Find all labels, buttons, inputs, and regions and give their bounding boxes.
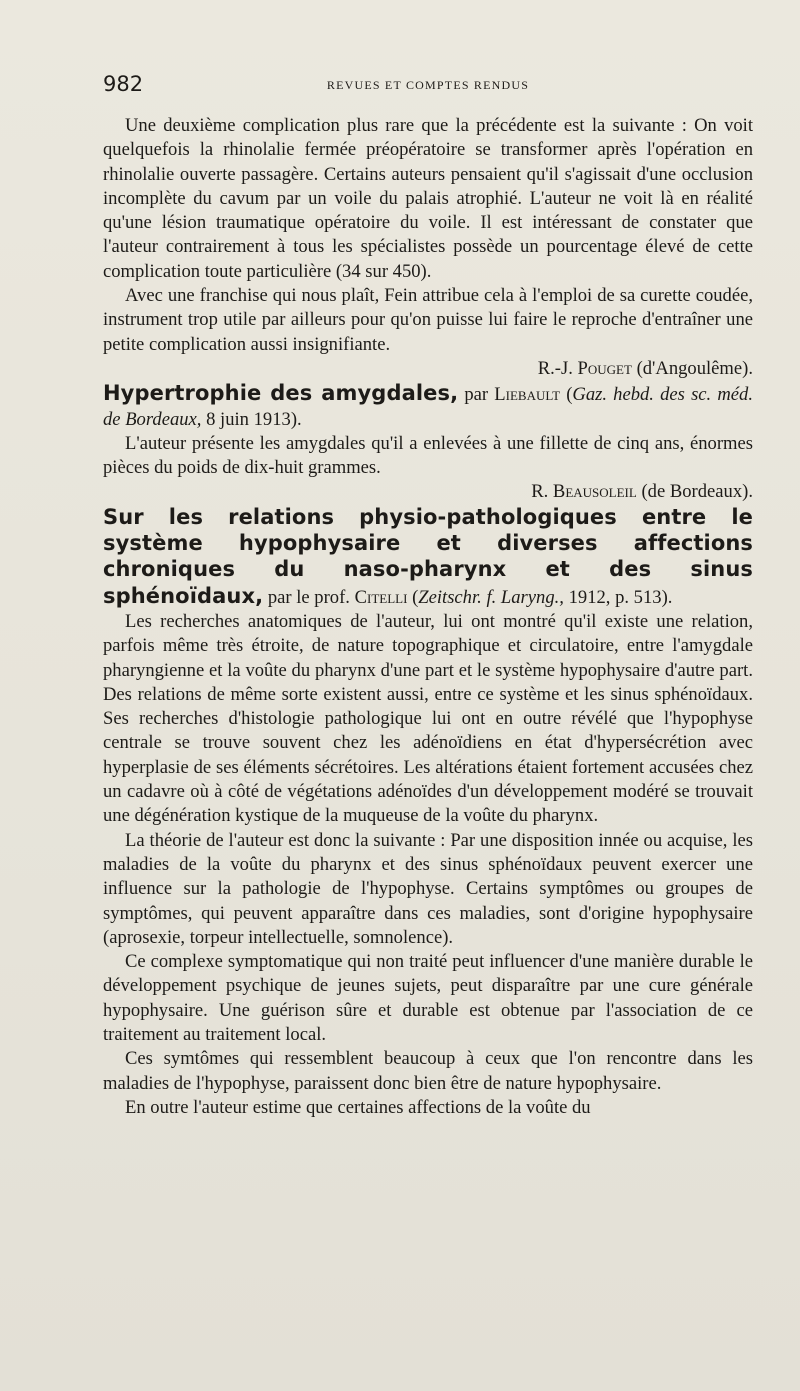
review-author: Liebault <box>494 384 561 406</box>
review-date: 8 juin 1913). <box>206 408 302 430</box>
review-journal: Gaz. hebd. des sc. méd. de Bordeaux, <box>103 384 753 430</box>
page-number: 982 <box>103 72 144 96</box>
review-by: par <box>464 384 489 406</box>
paragraph: Les recherches anatomiques de l'auteur, lui ont montré qu'il existe une relation, parfois même très étroite, de nature topographique et circulatoire, entre l'amygdale pharyngienne et la voûte du pharynx d'une part et le système hypophysaire d'autre part. Des relations de même sorte existent aussi, entre ce système et les sinus sphénoïdaux. Ses recherches d'histologie pathologique lui ont en outre révélé que l'hypophyse centrale se trouve souvent chez les adénoïdiens en état d'hypersécrétion avec hyperplasie de ses éléments sécrétoires. Les altérations étaient fortement accusées chez un cadavre où à côté de végétations adénoïdes d'un développement modéré se trouvait une dégénération kystique de la muqueuse de la voûte du pharynx. <box>103 610 753 827</box>
running-title: REVUES ET COMPTES RENDUS <box>326 78 530 92</box>
paragraph: Avec une franchise qui nous plaît, Fein attribue cela à l'emploi de sa curette coudée, instrument trop utile par ailleurs pour qu'on puisse lui faire le reproche d'entraîner une petite complication aussi insignifiante. <box>103 285 753 355</box>
reviewer-name: R.-J. Pouget <box>537 357 632 379</box>
paragraph: L'auteur présente les amygdales qu'il a enlevées à une fillette de cinq ans, énormes pièces du poids de dix-huit grammes. <box>103 432 753 479</box>
paragraph: Ce complexe symptomatique qui non traité peut influencer d'une manière durable le développement psychique de jeunes sujets, peut disparaître par une cure générale hypophysaire. Une guérison sûre et durable est obtenue par l'association de ce traitement au traitement local. <box>103 951 753 1045</box>
paragraph: En outre l'auteur estime que certaines affections de la voûte du <box>125 1096 591 1118</box>
review-heading: Hypertrophie des amygdales, par Liebault (Gaz. hebd. des sc. méd. de Bordeaux, 8 juin 1913). <box>103 381 753 430</box>
page-header <box>103 72 753 102</box>
review-by: par le prof. <box>267 586 350 608</box>
review-heading: Sur les relations physio-pathologiques entre le système hypophysaire et diverses affections chroniques du naso-pharynx et des sinus sphénoïdaux, par le prof. Citelli (Zeitschr. f. Laryng., 1912, p. 513). <box>103 504 753 608</box>
reviewer-signature <box>103 480 753 504</box>
review-date: 1912, p. 513). <box>568 586 673 608</box>
reviewer-place: (de Bordeaux). <box>641 481 753 503</box>
paragraph: Ces symtômes qui ressemblent beaucoup à ceux que l'on rencontre dans les maladies de l'hypophyse, paraissent donc bien être de nature hypophysaire. <box>103 1048 753 1094</box>
review-title: Hypertrophie des amygdales, <box>103 381 459 406</box>
reviewer-place: (d'Angoulême). <box>636 357 753 379</box>
reviewer-signature <box>103 357 753 381</box>
review-title: Sur les relations physio-pathologiques entre le système hypophysaire et diverses affections chroniques du naso-pharynx et des sinus sphénoïdaux, <box>103 504 753 608</box>
review-author: Citelli <box>354 586 408 608</box>
paragraph: La théorie de l'auteur est donc la suivante : Par une disposition innée ou acquise, les maladies de la voûte du pharynx et des sinus sphénoïdaux peuvent exercer une influence sur la pathologie de l'hypophyse. Certains symptômes ou groupes de symptômes, qui peuvent apparaître dans ces maladies, sont d'origine hypophysaire (aprosexie, torpeur intellectuelle, somnolence). <box>103 829 753 948</box>
reviewer-name: R. Beausoleil <box>531 481 637 503</box>
paragraph: Une deuxième complication plus rare que la précédente est la suivante : On voit quelquefois la rhinolalie fermée préopératoire se transformer après l'opération en rhinolalie ouverte passagère. Certains auteurs pensaient qu'il s'agissait d'une occlusion incomplète du cavum par un voile du palais atrophié. L'auteur ne voit là en réalité qu'une lésion traumatique opératoire du voile. Il est intéressant de constater que l'auteur contrairement à tous les spécialistes possède un pourcentage élevé de cette complication toute particulière (34 sur 450). <box>103 115 753 282</box>
page-body <box>103 114 753 1120</box>
review-journal: Zeitschr. f. Laryng., <box>418 586 564 608</box>
